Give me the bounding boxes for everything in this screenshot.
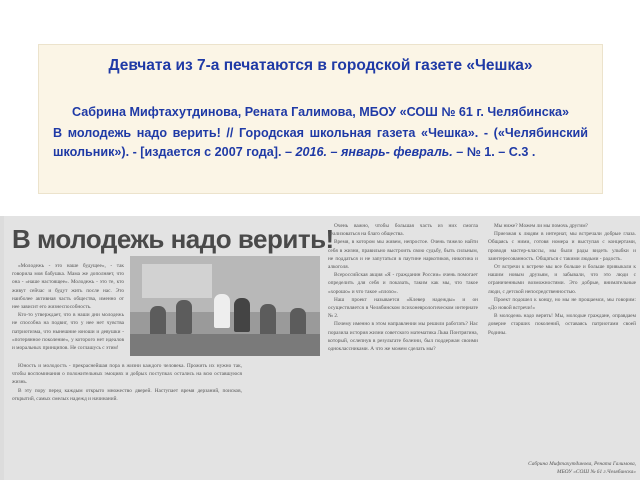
paragraph: В молодежь надо верить! Мы, молодые граждане, оправдаем доверие старших поколений, оставаясь патриотами своей Родины.	[488, 313, 636, 336]
signature-names: Сабрина Мифтахутдинова, Рената Галимова,	[528, 461, 636, 467]
paragraph: Всероссийская акция «Я - гражданин России» очень помогает определить для себя и показать, таким как мы, что такое «хорошо» и что такое «плохо».	[328, 272, 478, 295]
paragraph: Очень важно, чтобы большая часть из них смогла реализоваться на благо общества.	[328, 223, 478, 238]
paragraph: Мы ниже? Можем ли мы помочь другим?	[494, 223, 588, 229]
paragraph: Наш проект называется «Клевер надежды» и он осуществляется в Челябинском психоневрологическом интернате № 2.	[328, 296, 478, 320]
paragraph: В эту пору перед каждым открыто множество дверей. Наступает время дерзаний, поисков, открытий, самых смелых надежд и начинаний.	[12, 387, 242, 402]
citation-lead: В молодежь надо верить!	[53, 126, 221, 140]
newspaper-clipping	[0, 216, 640, 480]
citation-tail: № 1. – С.3 .	[463, 145, 536, 159]
clipping-column-2	[328, 222, 478, 353]
clipping-column-1-bottom	[12, 362, 242, 403]
citation-date: 2016. – январь- февраль. –	[295, 145, 464, 159]
paragraph: Юность и молодость - прекраснейшая пора в жизни каждого человека. Прожить их нужно так, чтобы воспоминания о положительных эмоциях и добрых поступках остались на всю оставшуюся жизнь.	[12, 363, 242, 386]
authors-line: Сабрина Мифтахутдинова, Рената Галимова, МБОУ «СОШ № 61 г. Челябинска»	[71, 105, 570, 119]
newspaper-page	[4, 216, 640, 480]
signature-school: МБОУ «СОШ № 61 г.Челябинска»	[556, 469, 636, 475]
paragraph: Кто-то утверждает, что в наши дни молодежь не способна на подвиг, что у нее нет чувства патриотизма, что нынешние юноши и девушки - «потерянное поколение», у которого нет идеалов и моральных принципов. Не соглашусь с этим!	[12, 312, 124, 352]
classroom-photo	[130, 256, 320, 356]
paragraph: «Молодежь - это наше будущее», - так говорила моя бабушка. Мама же дополняет, что она - «наше настоящее». Молодежь - это те, кто живут сейчас и будут жить после нас. Это наиболее активная часть общества, именно от нее зависит его жизнеспособность.	[12, 263, 124, 311]
clipping-column-1	[12, 262, 124, 352]
paragraph: Проект подошел к концу, но мы не прощаемся, мы говорим: «До новой встречи!»	[488, 296, 636, 312]
page-title: Девчата из 7-а печатаются в городской газете «Чешка»	[108, 57, 533, 74]
clipping-signature	[488, 460, 636, 476]
clipping-column-3	[488, 222, 636, 337]
paragraph: Почему именно в этом направлении мы решили работать? Нас поразила история жизни советского математика Льва Понтрягина, который, ослепнув в результате болезни, был поддержан своими одноклассниками. А что же можем сделать мы?	[328, 321, 478, 353]
paragraph: Приезжая к людям в интернат, мы встречали добрые глаза. Общаясь с ними, готовя номера и выступая с концертами, проводя мастер-классы, мы были рады видеть улыбки и заинтересованность. Общаться с такими людьми - радость.	[488, 231, 636, 262]
article-citation-card	[38, 44, 603, 194]
citation-rest: // Городская школьная газета «Чешка». - («Челябинский школьник»). - [издается с 2007 года]. –	[53, 126, 588, 159]
paragraph: От встречи к встрече мы все больше и больше привыкали к нашим новым друзьям, и забывали, что это люди с ограниченными возможностями. Это добрые, внимательные люди, с детской непосредственностью.	[488, 264, 636, 295]
clipping-headline: В молодежь надо верить!	[12, 224, 334, 254]
citation-text	[53, 124, 588, 162]
paragraph: Время, в котором мы живем, непростое. Очень тяжело найти себя в жизни, правильно выстроить свою судьбу, быть сильным, не поддаться и не запутаться в паутине наркотиков, никотина и алкоголя.	[328, 239, 478, 271]
